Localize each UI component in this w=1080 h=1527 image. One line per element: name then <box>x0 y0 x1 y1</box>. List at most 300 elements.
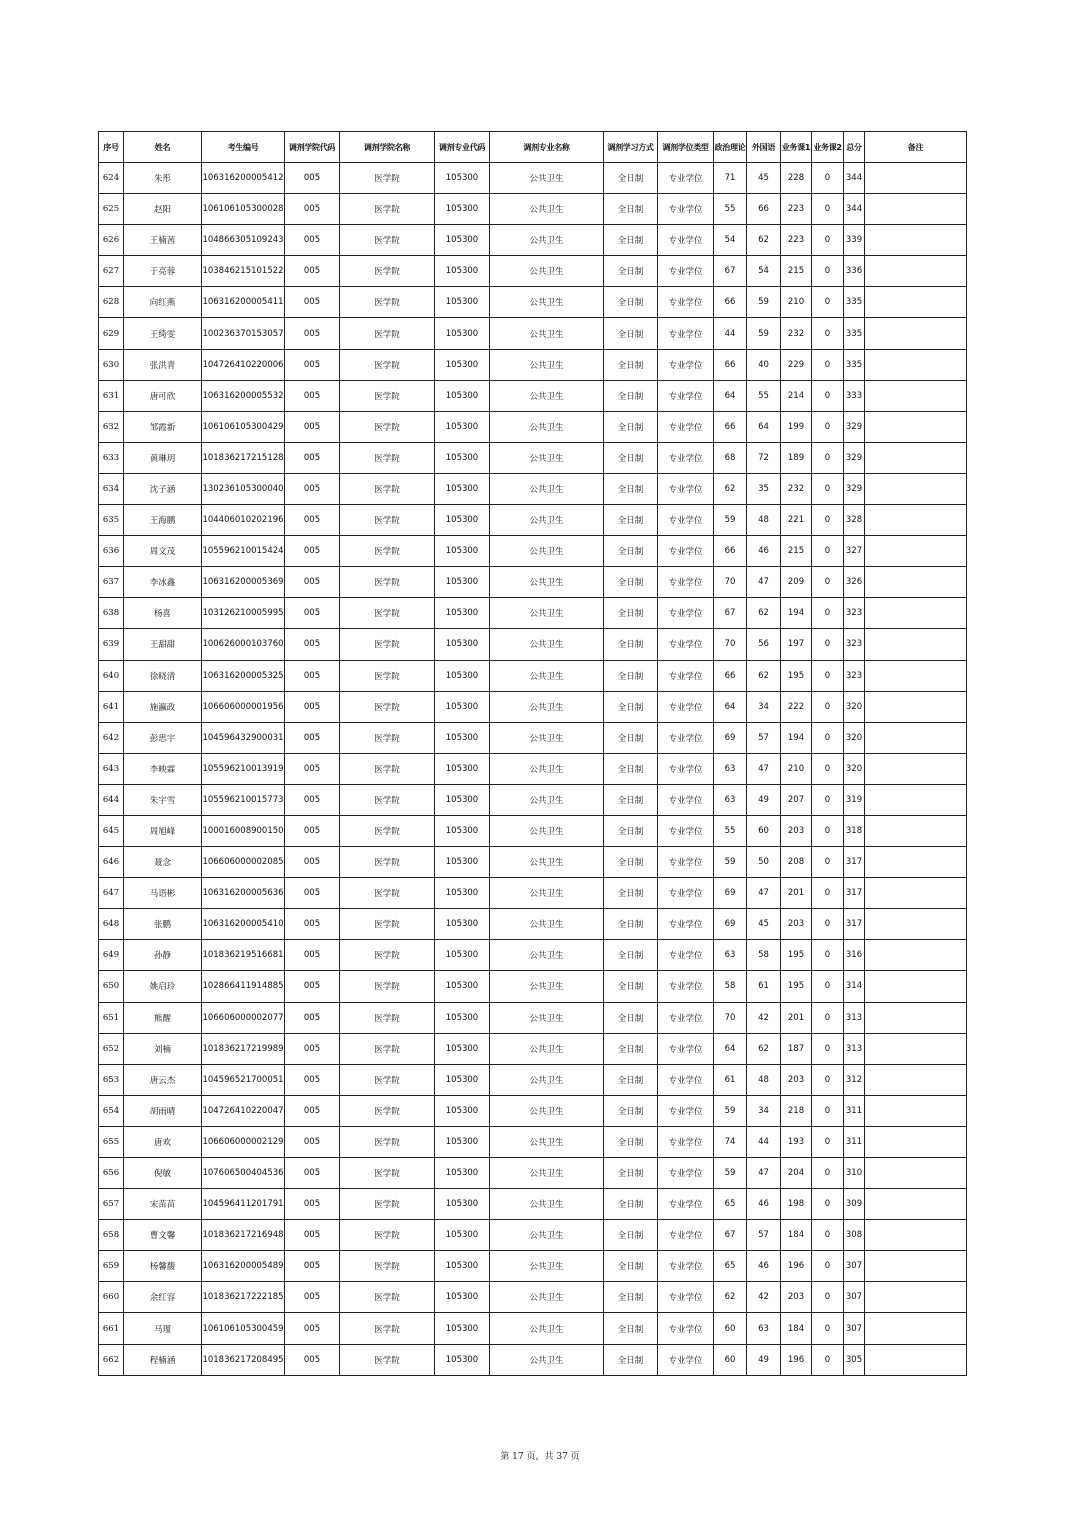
table-cell: 61 <box>747 971 781 1002</box>
table-cell <box>865 909 967 940</box>
table-cell: 余红容 <box>124 1282 202 1313</box>
table-cell <box>865 1002 967 1033</box>
table-cell: 100626000103760 <box>202 629 285 660</box>
table-cell: 005 <box>285 380 340 411</box>
table-row <box>99 660 967 691</box>
table-cell: 专业学位 <box>658 1033 714 1064</box>
table-cell: 0 <box>812 1313 844 1344</box>
table-cell: 335 <box>844 287 865 318</box>
table-cell: 专业学位 <box>658 722 714 753</box>
table-cell: 70 <box>714 567 747 598</box>
table-cell <box>865 815 967 846</box>
table-cell: 专业学位 <box>658 1344 714 1375</box>
table-cell: 公共卫生 <box>490 1189 604 1220</box>
header-row <box>99 132 967 163</box>
table-cell: 医学院 <box>340 598 435 629</box>
table-cell <box>865 505 967 536</box>
table-cell: 54 <box>714 225 747 256</box>
table-cell: 005 <box>285 536 340 567</box>
table-cell: 张洪青 <box>124 349 202 380</box>
table-cell: 全日制 <box>604 442 658 473</box>
table-cell: 0 <box>812 194 844 225</box>
table-cell: 医学院 <box>340 753 435 784</box>
table-cell: 公共卫生 <box>490 660 604 691</box>
table-cell: 医学院 <box>340 722 435 753</box>
table-cell: 59 <box>747 318 781 349</box>
table-cell: 医学院 <box>340 909 435 940</box>
table-cell: 105300 <box>435 847 490 878</box>
table-cell: 209 <box>781 567 812 598</box>
table-cell: 0 <box>812 971 844 1002</box>
table-cell: 105300 <box>435 1033 490 1064</box>
table-cell <box>865 1282 967 1313</box>
table-cell: 公共卫生 <box>490 442 604 473</box>
table-cell: 医学院 <box>340 287 435 318</box>
table-cell: 周旭峰 <box>124 815 202 846</box>
table-cell: 公共卫生 <box>490 878 604 909</box>
table-cell: 公共卫生 <box>490 380 604 411</box>
table-cell: 34 <box>747 691 781 722</box>
table-cell: 医学院 <box>340 1064 435 1095</box>
table-cell: 医学院 <box>340 536 435 567</box>
table-cell: 101836217215128 <box>202 442 285 473</box>
table-cell <box>865 567 967 598</box>
table-cell: 0 <box>812 784 844 815</box>
table-cell: 005 <box>285 971 340 1002</box>
table-cell: 105300 <box>435 722 490 753</box>
table-cell: 公共卫生 <box>490 784 604 815</box>
table-cell: 公共卫生 <box>490 629 604 660</box>
column-header: 业务课1 <box>781 132 812 163</box>
table-row <box>99 1095 967 1126</box>
table-cell: 638 <box>99 598 124 629</box>
table-cell: 0 <box>812 287 844 318</box>
table-cell: 106316200005411 <box>202 287 285 318</box>
table-cell: 66 <box>714 411 747 442</box>
table-cell: 005 <box>285 194 340 225</box>
table-cell: 全日制 <box>604 1126 658 1157</box>
table-cell <box>865 411 967 442</box>
table-cell: 专业学位 <box>658 380 714 411</box>
table-cell: 专业学位 <box>658 1189 714 1220</box>
table-cell: 662 <box>99 1344 124 1375</box>
table-cell: 专业学位 <box>658 909 714 940</box>
table-cell: 医学院 <box>340 1313 435 1344</box>
table-cell: 全日制 <box>604 598 658 629</box>
table-cell: 005 <box>285 256 340 287</box>
table-cell: 47 <box>747 753 781 784</box>
table-cell <box>865 660 967 691</box>
table-cell: 105596210015424 <box>202 536 285 567</box>
table-cell: 专业学位 <box>658 784 714 815</box>
table-cell <box>865 1189 967 1220</box>
table-cell: 61 <box>714 1064 747 1095</box>
table-cell: 005 <box>285 753 340 784</box>
table-cell: 公共卫生 <box>490 536 604 567</box>
table-cell: 105300 <box>435 1189 490 1220</box>
table-cell: 专业学位 <box>658 442 714 473</box>
table-cell: 323 <box>844 629 865 660</box>
table-cell: 59 <box>747 287 781 318</box>
table-cell: 54 <box>747 256 781 287</box>
table-cell: 公共卫生 <box>490 598 604 629</box>
column-header: 考生编号 <box>202 132 285 163</box>
table-cell: 医学院 <box>340 940 435 971</box>
table-cell: 228 <box>781 163 812 194</box>
table-cell: 74 <box>714 1126 747 1157</box>
table-cell: 195 <box>781 660 812 691</box>
table-cell: 专业学位 <box>658 1064 714 1095</box>
table-cell: 专业学位 <box>658 567 714 598</box>
table-cell: 344 <box>844 194 865 225</box>
table-cell: 105300 <box>435 1095 490 1126</box>
column-header: 调剂学习方式 <box>604 132 658 163</box>
table-cell: 105300 <box>435 784 490 815</box>
table-cell: 210 <box>781 753 812 784</box>
table-cell: 105300 <box>435 1313 490 1344</box>
table-cell: 0 <box>812 691 844 722</box>
table-row <box>99 909 967 940</box>
table-cell: 44 <box>714 318 747 349</box>
table-cell: 全日制 <box>604 629 658 660</box>
table-cell <box>865 1033 967 1064</box>
table-cell: 医学院 <box>340 815 435 846</box>
table-cell: 全日制 <box>604 287 658 318</box>
table-cell: 199 <box>781 411 812 442</box>
table-cell: 70 <box>714 629 747 660</box>
table-cell: 189 <box>781 442 812 473</box>
table-cell: 王绮雯 <box>124 318 202 349</box>
table-cell: 329 <box>844 411 865 442</box>
table-cell: 101836217208495 <box>202 1344 285 1375</box>
table-cell: 66 <box>714 660 747 691</box>
table-cell: 62 <box>747 660 781 691</box>
table-cell: 68 <box>714 442 747 473</box>
table-cell: 005 <box>285 629 340 660</box>
table-cell: 0 <box>812 909 844 940</box>
table-cell: 专业学位 <box>658 473 714 504</box>
table-row <box>99 1033 967 1064</box>
table-cell: 0 <box>812 660 844 691</box>
table-cell: 64 <box>714 380 747 411</box>
table-cell <box>865 753 967 784</box>
table-cell: 62 <box>714 473 747 504</box>
table-cell: 329 <box>844 473 865 504</box>
table-cell: 005 <box>285 1220 340 1251</box>
table-cell <box>865 1220 967 1251</box>
table-cell: 198 <box>781 1189 812 1220</box>
table-cell: 311 <box>844 1095 865 1126</box>
table-cell <box>865 629 967 660</box>
column-header: 政治理论 <box>714 132 747 163</box>
table-cell: 公共卫生 <box>490 1158 604 1189</box>
table-row <box>99 1220 967 1251</box>
column-header: 姓名 <box>124 132 202 163</box>
table-cell: 全日制 <box>604 753 658 784</box>
table-cell: 223 <box>781 194 812 225</box>
table-cell: 335 <box>844 318 865 349</box>
table-row <box>99 1344 967 1375</box>
table-cell: 326 <box>844 567 865 598</box>
table-cell: 公共卫生 <box>490 318 604 349</box>
table-cell: 005 <box>285 878 340 909</box>
table-cell: 630 <box>99 349 124 380</box>
table-cell: 公共卫生 <box>490 971 604 1002</box>
table-cell: 专业学位 <box>658 349 714 380</box>
table-cell: 全日制 <box>604 909 658 940</box>
table-cell: 650 <box>99 971 124 1002</box>
table-cell: 赵阳 <box>124 194 202 225</box>
table-cell: 107606500404536 <box>202 1158 285 1189</box>
table-cell: 193 <box>781 1126 812 1157</box>
table-cell: 全日制 <box>604 878 658 909</box>
table-cell: 专业学位 <box>658 753 714 784</box>
table-cell: 全日制 <box>604 225 658 256</box>
table-cell: 全日制 <box>604 1064 658 1095</box>
table-cell: 47 <box>747 878 781 909</box>
table-cell: 105300 <box>435 256 490 287</box>
table-cell: 公共卫生 <box>490 1282 604 1313</box>
table-cell: 207 <box>781 784 812 815</box>
table-cell: 005 <box>285 225 340 256</box>
table-cell <box>865 847 967 878</box>
table-cell: 312 <box>844 1064 865 1095</box>
table-cell: 医学院 <box>340 225 435 256</box>
table-cell: 公共卫生 <box>490 349 604 380</box>
table-cell: 0 <box>812 536 844 567</box>
table-cell: 628 <box>99 287 124 318</box>
table-cell: 005 <box>285 598 340 629</box>
table-cell: 105300 <box>435 225 490 256</box>
table-cell: 46 <box>747 1251 781 1282</box>
table-cell: 0 <box>812 1095 844 1126</box>
table-cell: 专业学位 <box>658 287 714 318</box>
table-cell: 005 <box>285 1064 340 1095</box>
table-cell: 公共卫生 <box>490 1344 604 1375</box>
table-cell: 105300 <box>435 1126 490 1157</box>
table-cell: 307 <box>844 1282 865 1313</box>
table-cell: 公共卫生 <box>490 1251 604 1282</box>
table-cell: 59 <box>714 1158 747 1189</box>
table-cell: 专业学位 <box>658 194 714 225</box>
table-cell: 马瑾 <box>124 1313 202 1344</box>
table-cell: 专业学位 <box>658 536 714 567</box>
table-cell: 全日制 <box>604 660 658 691</box>
table-cell: 625 <box>99 194 124 225</box>
table-cell: 专业学位 <box>658 1158 714 1189</box>
table-cell: 62 <box>714 1282 747 1313</box>
table-cell <box>865 318 967 349</box>
table-cell: 105300 <box>435 753 490 784</box>
table-cell: 0 <box>812 815 844 846</box>
table-cell: 105300 <box>435 567 490 598</box>
table-cell: 邹霞新 <box>124 411 202 442</box>
table-cell: 105596210013919 <box>202 753 285 784</box>
table-cell: 320 <box>844 722 865 753</box>
table-cell: 106316200005412 <box>202 163 285 194</box>
table-cell: 全日制 <box>604 256 658 287</box>
table-cell: 660 <box>99 1282 124 1313</box>
table-cell: 0 <box>812 629 844 660</box>
table-cell <box>865 536 967 567</box>
table-cell: 0 <box>812 411 844 442</box>
table-cell: 0 <box>812 318 844 349</box>
table-row <box>99 629 967 660</box>
table-cell: 105300 <box>435 380 490 411</box>
table-cell: 005 <box>285 940 340 971</box>
table-cell: 005 <box>285 1033 340 1064</box>
table-cell: 专业学位 <box>658 971 714 1002</box>
table-cell: 专业学位 <box>658 940 714 971</box>
table-row <box>99 380 967 411</box>
table-cell: 344 <box>844 163 865 194</box>
table-cell: 王甜甜 <box>124 629 202 660</box>
table-cell: 公共卫生 <box>490 1033 604 1064</box>
table-cell <box>865 971 967 1002</box>
table-cell: 40 <box>747 349 781 380</box>
table-cell: 0 <box>812 380 844 411</box>
table-cell: 309 <box>844 1189 865 1220</box>
table-cell <box>865 225 967 256</box>
table-cell: 医学院 <box>340 349 435 380</box>
table-cell: 全日制 <box>604 815 658 846</box>
table-cell: 曹文馨 <box>124 1220 202 1251</box>
table-cell: 66 <box>714 287 747 318</box>
table-cell: 320 <box>844 691 865 722</box>
table-cell <box>865 878 967 909</box>
table-cell: 0 <box>812 878 844 909</box>
table-cell: 196 <box>781 1251 812 1282</box>
table-cell: 105300 <box>435 473 490 504</box>
table-cell: 106606000002077 <box>202 1002 285 1033</box>
table-cell: 313 <box>844 1002 865 1033</box>
table-cell: 005 <box>285 1251 340 1282</box>
table-cell: 全日制 <box>604 567 658 598</box>
table-cell: 203 <box>781 815 812 846</box>
table-cell: 医学院 <box>340 380 435 411</box>
table-cell: 59 <box>714 847 747 878</box>
table-cell: 005 <box>285 847 340 878</box>
table-cell: 医学院 <box>340 629 435 660</box>
table-cell: 333 <box>844 380 865 411</box>
table-cell: 105300 <box>435 971 490 1002</box>
table-cell: 全日制 <box>604 1033 658 1064</box>
table-cell: 106106105300028 <box>202 194 285 225</box>
table-cell: 全日制 <box>604 473 658 504</box>
table-cell: 63 <box>714 940 747 971</box>
table-cell <box>865 784 967 815</box>
table-cell: 65 <box>714 1251 747 1282</box>
column-header: 调剂学院代码 <box>285 132 340 163</box>
table-cell: 医学院 <box>340 194 435 225</box>
table-cell: 194 <box>781 722 812 753</box>
table-row <box>99 163 967 194</box>
table-cell <box>865 1344 967 1375</box>
table-cell: 45 <box>747 909 781 940</box>
table-cell <box>865 1251 967 1282</box>
table-cell: 100236370153057 <box>202 318 285 349</box>
column-header: 外国语 <box>747 132 781 163</box>
table-cell: 314 <box>844 971 865 1002</box>
table-cell: 105300 <box>435 1064 490 1095</box>
table-cell: 医学院 <box>340 411 435 442</box>
table-cell: 005 <box>285 1344 340 1375</box>
table-cell: 58 <box>747 940 781 971</box>
table-cell: 63 <box>747 1313 781 1344</box>
table-cell: 唐可欣 <box>124 380 202 411</box>
table-cell: 636 <box>99 536 124 567</box>
table-cell: 105300 <box>435 1282 490 1313</box>
table-cell: 232 <box>781 473 812 504</box>
column-header: 备注 <box>865 132 967 163</box>
table-cell: 105300 <box>435 1344 490 1375</box>
table-cell: 0 <box>812 1064 844 1095</box>
table-row <box>99 225 967 256</box>
table-cell: 杨馨馥 <box>124 1251 202 1282</box>
table-cell: 施瀛政 <box>124 691 202 722</box>
table-cell: 医学院 <box>340 878 435 909</box>
table-cell: 王海鹏 <box>124 505 202 536</box>
table-cell: 104406010202196 <box>202 505 285 536</box>
table-cell: 305 <box>844 1344 865 1375</box>
table-cell: 0 <box>812 1220 844 1251</box>
table-cell: 全日制 <box>604 505 658 536</box>
table-cell: 59 <box>714 1095 747 1126</box>
table-cell: 222 <box>781 691 812 722</box>
table-cell: 100016008900150 <box>202 815 285 846</box>
table-cell: 62 <box>747 598 781 629</box>
table-row <box>99 1189 967 1220</box>
table-cell: 104726410220047 <box>202 1095 285 1126</box>
table-cell: 0 <box>812 1126 844 1157</box>
table-cell: 307 <box>844 1313 865 1344</box>
table-cell: 104596432900031 <box>202 722 285 753</box>
table-cell: 005 <box>285 1158 340 1189</box>
table-cell: 652 <box>99 1033 124 1064</box>
table-cell: 张鹏 <box>124 909 202 940</box>
table-cell: 0 <box>812 940 844 971</box>
table-cell: 106606000002085 <box>202 847 285 878</box>
table-cell: 专业学位 <box>658 660 714 691</box>
table-cell: 106316200005636 <box>202 878 285 909</box>
table-cell: 专业学位 <box>658 1313 714 1344</box>
table-cell: 339 <box>844 225 865 256</box>
table-cell: 黄琳玥 <box>124 442 202 473</box>
table-cell: 全日制 <box>604 1189 658 1220</box>
table-cell: 熊醒 <box>124 1002 202 1033</box>
table-cell: 58 <box>714 971 747 1002</box>
table-cell: 005 <box>285 909 340 940</box>
table-cell: 55 <box>714 815 747 846</box>
table-cell: 全日制 <box>604 411 658 442</box>
table-cell: 医学院 <box>340 1344 435 1375</box>
table-cell: 218 <box>781 1095 812 1126</box>
table-cell: 005 <box>285 318 340 349</box>
table-cell: 66 <box>714 349 747 380</box>
table-cell <box>865 1064 967 1095</box>
table-cell: 184 <box>781 1220 812 1251</box>
table-cell: 0 <box>812 473 844 504</box>
table-cell: 656 <box>99 1158 124 1189</box>
table-cell: 于亮蓉 <box>124 256 202 287</box>
table-cell: 201 <box>781 1002 812 1033</box>
table-cell: 215 <box>781 256 812 287</box>
table-cell: 专业学位 <box>658 1002 714 1033</box>
table-row <box>99 473 967 504</box>
table-cell: 周文茂 <box>124 536 202 567</box>
table-cell: 105300 <box>435 1158 490 1189</box>
table-cell: 105300 <box>435 163 490 194</box>
